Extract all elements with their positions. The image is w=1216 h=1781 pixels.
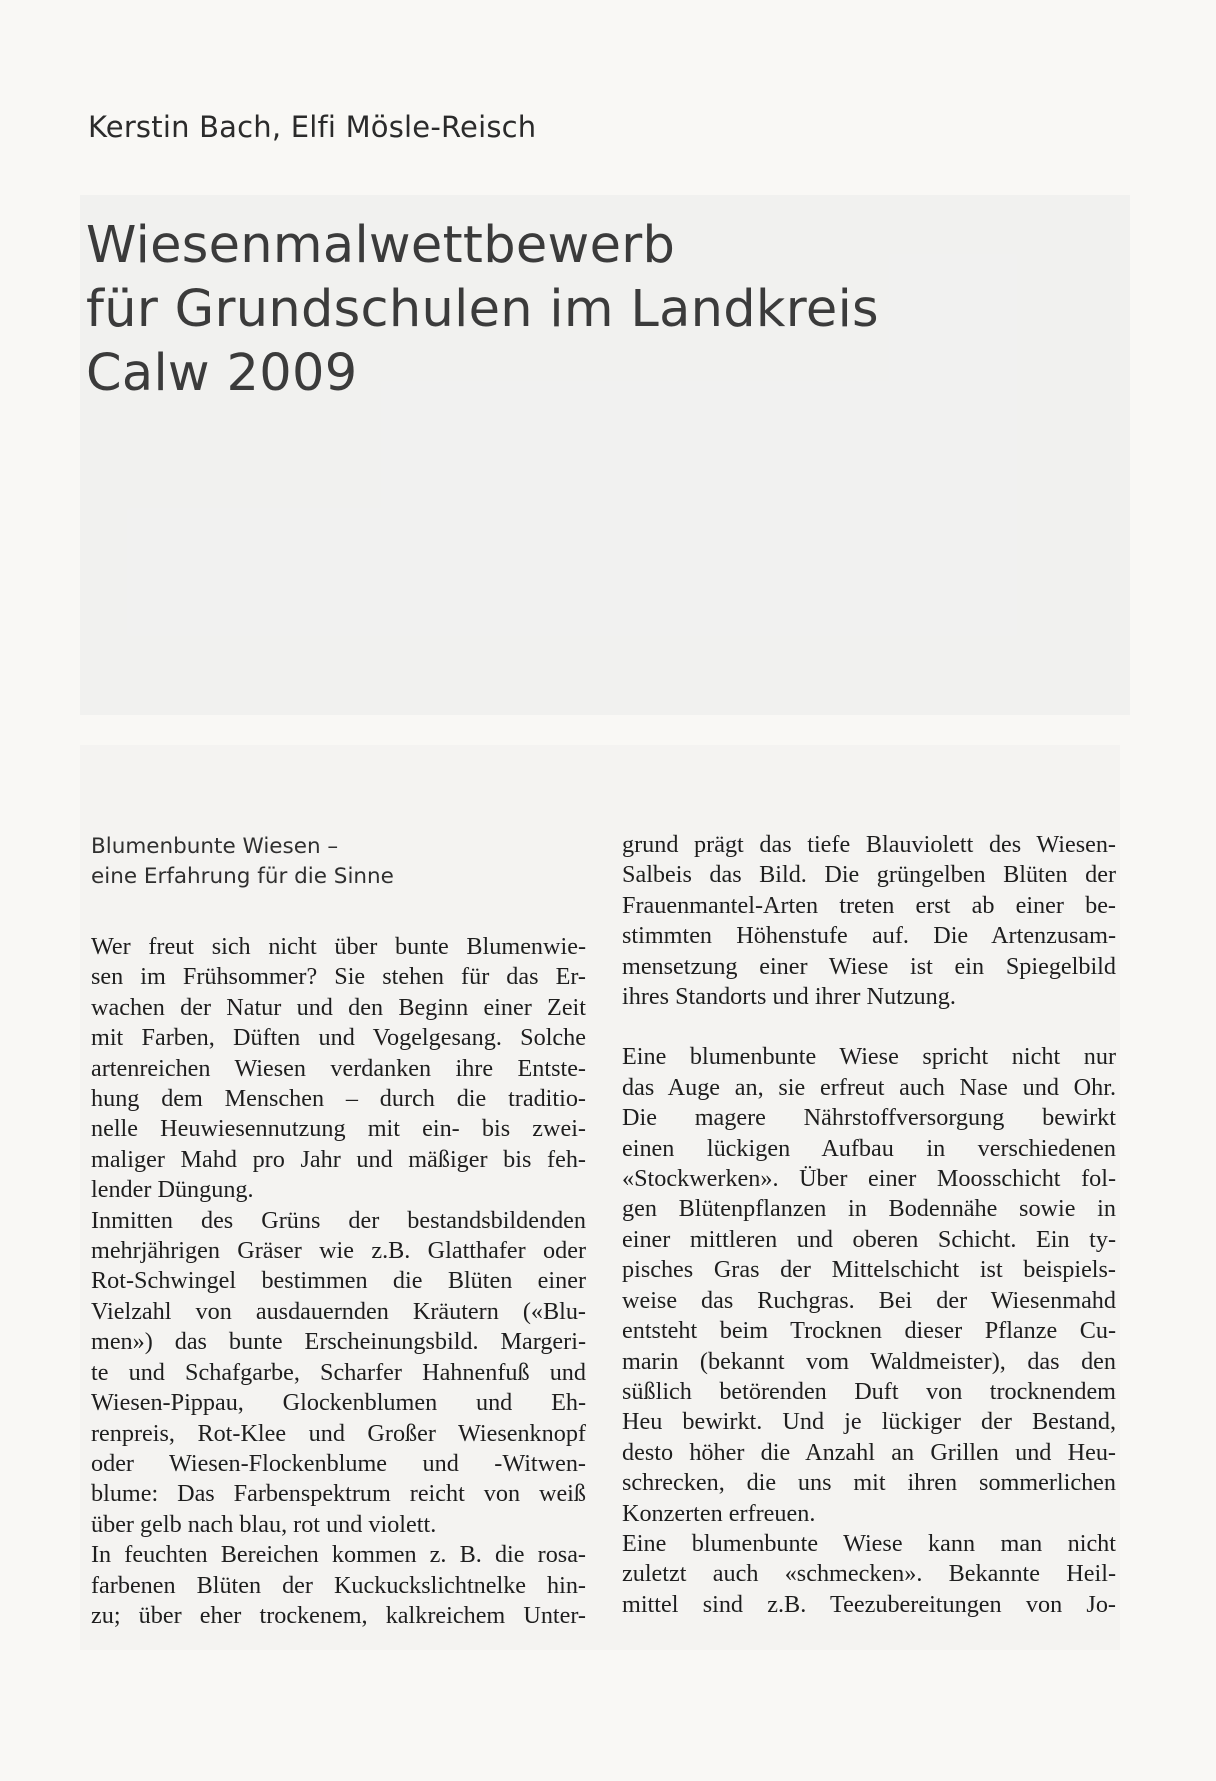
text-line: blume: Das Farbenspektrum reicht von weiß <box>91 1480 586 1508</box>
text-line: zuletzt auch «schmecken». Bekannte Heil- <box>622 1560 1116 1588</box>
text-line: das Auge an, sie erfreut auch Nase und Ohr. <box>622 1073 1116 1101</box>
text-line: entsteht beim Trocknen dieser Pflanze Cu- <box>622 1317 1116 1345</box>
text-line: nelle Heuwiesennutzung mit ein- bis zwei- <box>91 1115 586 1143</box>
text-line: Vielzahl von ausdauernden Kräutern («Blu- <box>91 1297 586 1325</box>
text-line: wachen der Natur und den Beginn einer Zeit <box>91 993 586 1021</box>
right-text-column <box>622 830 1116 1620</box>
text-line: Heu bewirkt. Und je lückiger der Bestand, <box>622 1408 1116 1436</box>
text-line: desto höher die Anzahl an Grillen und Heu- <box>622 1438 1116 1466</box>
text-line: oder Wiesen-Flockenblume und -Witwen- <box>91 1449 586 1477</box>
text-line: ihres Standorts und ihrer Nutzung. <box>622 983 956 1011</box>
text-line: mehrjährigen Gräser wie z.B. Glatthafer oder <box>91 1237 586 1265</box>
title-line: für Grundschulen im Landkreis <box>86 280 879 339</box>
text-line: «Stockwerken». Über einer Moosschicht fol- <box>622 1165 1116 1193</box>
text-line: Frauenmantel-Arten treten erst ab einer be- <box>622 891 1116 919</box>
text-line: Eine blumenbunte Wiese spricht nicht nur <box>622 1043 1116 1071</box>
subheading-line: eine Erfahrung für die Sinne <box>91 864 394 889</box>
text-line: marin (bekannt vom Waldmeister), das den <box>622 1347 1116 1375</box>
text-line: über gelb nach blau, rot und violett. <box>91 1510 437 1538</box>
title-line: Calw 2009 <box>86 344 358 403</box>
left-text-column <box>91 832 586 1631</box>
text-line: pisches Gras der Mittelschicht ist beispiels- <box>622 1256 1116 1284</box>
section-subheading <box>91 832 586 892</box>
text-line: schrecken, die uns mit ihren sommerlichen <box>622 1469 1116 1497</box>
text-line: renpreis, Rot-Klee und Großer Wiesenknopf <box>91 1419 586 1447</box>
text-line: mittel sind z.B. Teezubereitungen von Jo- <box>622 1590 1116 1618</box>
text-line: weise das Ruchgras. Bei der Wiesenmahd <box>622 1286 1116 1314</box>
text-line: sen im Frühsommer? Sie stehen für das Er- <box>91 963 586 991</box>
text-line: hung dem Menschen – durch die traditio- <box>91 1085 586 1113</box>
text-line: Eine blumenbunte Wiese kann man nicht <box>622 1529 1116 1557</box>
text-line: mit Farben, Düften und Vogelgesang. Solche <box>91 1024 586 1052</box>
text-line: zu; über eher trockenem, kalkreichem Unter- <box>91 1601 586 1629</box>
text-line: einer mittleren und oberen Schicht. Ein ty- <box>622 1225 1116 1253</box>
text-line: gen Blütenpflanzen in Bodennähe sowie in <box>622 1195 1116 1223</box>
text-line: men») das bunte Erscheinungsbild. Margeri- <box>91 1328 586 1356</box>
text-line: te und Schafgarbe, Scharfer Hahnenfuß und <box>91 1358 586 1386</box>
text-line: grund prägt das tiefe Blauviolett des Wiesen- <box>622 831 1116 858</box>
text-line: Wiesen-Pippau, Glockenblumen und Eh- <box>91 1389 586 1417</box>
text-line: Rot-Schwingel bestimmen die Blüten einer <box>91 1267 586 1295</box>
text-line: mensetzung einer Wiese ist ein Spiegelbild <box>622 952 1116 980</box>
subheading-line: Blumenbunte Wiesen – <box>91 834 339 859</box>
text-line: einen lückigen Aufbau in verschiedenen <box>622 1134 1116 1162</box>
right-column-text <box>622 830 1116 1620</box>
text-line: Wer freut sich nicht über bunte Blumenwie- <box>91 933 586 960</box>
text-line: Salbeis das Bild. Die grüngelben Blüten der <box>622 861 1116 889</box>
text-line: stimmten Höhenstufe auf. Die Artenzusam- <box>622 922 1116 950</box>
text-line: Konzerten erfreuen. <box>622 1499 816 1527</box>
text-line: In feuchten Bereichen kommen z. B. die rosa- <box>91 1541 586 1569</box>
title-line: Wiesenmalwettbewerb <box>86 216 676 275</box>
left-column-text <box>91 932 586 1631</box>
text-line: farbenen Blüten der Kuckuckslichtnelke hin- <box>91 1571 586 1599</box>
text-line: maliger Mahd pro Jahr und mäßiger bis feh- <box>91 1145 586 1173</box>
paragraph-gap <box>622 1012 1116 1042</box>
text-line: artenreichen Wiesen verdanken ihre Entste- <box>91 1054 586 1082</box>
text-line: Inmitten des Grüns der bestandsbildenden <box>91 1206 586 1234</box>
article-title <box>86 214 1086 406</box>
text-line: lender Düngung. <box>91 1176 254 1204</box>
article-authors: Kerstin Bach, Elfi Mösle-Reisch <box>88 110 537 144</box>
text-line: Die magere Nährstoffversorgung bewirkt <box>622 1104 1116 1132</box>
text-line: süßlich betörenden Duft von trocknendem <box>622 1377 1116 1405</box>
